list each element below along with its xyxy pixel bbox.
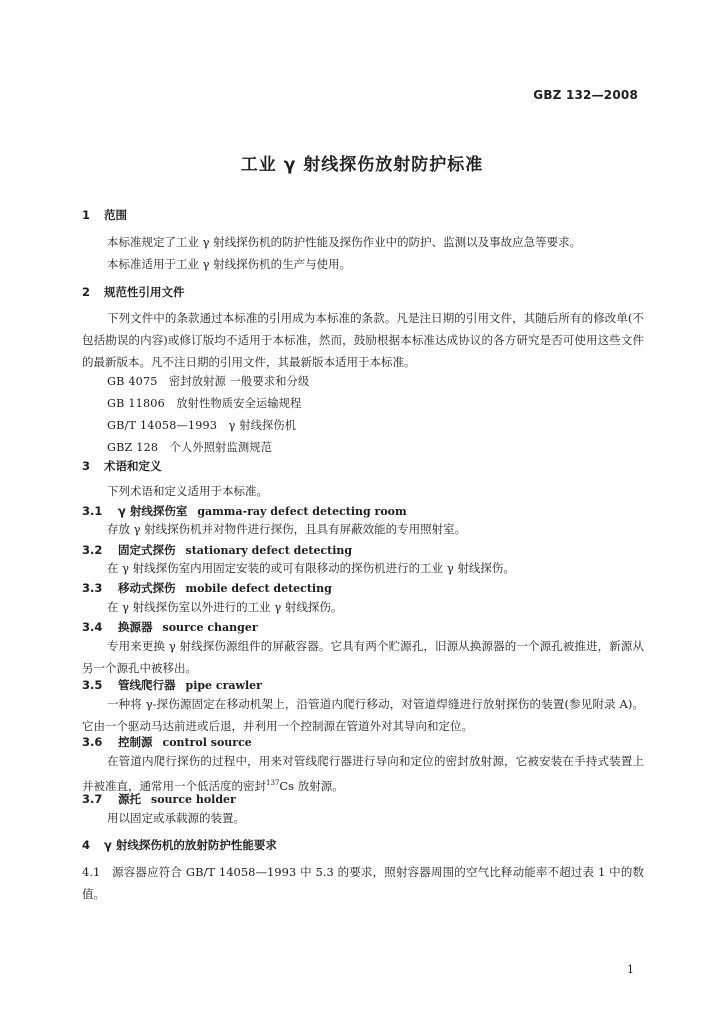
term-definition: 一种将 γ-探伤源固定在移动机架上，沿管道内爬行移动，对管道焊缝进行放射探伤的装置(参见附录 A)。它由一个驱动马达前进或后退，并利用一个控制源在管道外对其导向和定位。 [82, 697, 644, 733]
reference-item: GBZ 128 个人外照射监测规范 [107, 441, 273, 454]
section-2-heading [82, 284, 185, 300]
paragraph: 本标准适用于工业 γ 射线探伤机的生产与使用。 [107, 257, 352, 271]
reference-item: GB 11806 放射性物质安全运输规程 [107, 397, 302, 410]
section-1-heading [82, 207, 127, 223]
term-definition: 在 γ 射线探伤室内用固定安装的或可有限移动的探伤机进行的工业 γ 射线探伤。 [107, 561, 515, 575]
reference-item: GB/T 14058—1993 γ 射线探伤机 [107, 419, 297, 432]
section-title: 范围 [104, 208, 127, 222]
term-definition: 用以固定或承载源的装置。 [107, 811, 245, 825]
term-definition: 存放 γ 射线探伤机并对物件进行探伤，且具有屏蔽效能的专用照射室。 [107, 522, 467, 536]
term-definition: 在 γ 射线探伤室以外进行的工业 γ 射线探伤。 [107, 600, 343, 614]
reference-item: GB 4075 密封放射源 一般要求和分级 [107, 375, 310, 388]
page-number: 1 [627, 963, 634, 976]
term-heading: 3.3 移动式探伤 mobile defect detecting [82, 581, 332, 595]
paragraph: 本标准规定了工业 γ 射线探伤机的防护性能及探伤作业中的防护、监测以及事故应急等要求。 [107, 235, 582, 249]
paragraph: 下列文件中的条款通过本标准的引用成为本标准的条款。凡是注日期的引用文件，其随后所有的修改单(不包括勘误的内容)或修订版均不适用于本标准，然而，鼓励根据本标准达成协议的各方研究是否可使用这些文件的最新版本。凡不注日期的引用文件，其最新版本适用于本标准。 [82, 311, 644, 369]
term-heading: 3.7 源托 source holder [82, 792, 236, 806]
section-title: 规范性引用文件 [104, 285, 185, 299]
term-heading: 3.1 γ 射线探伤室 gamma-ray defect detecting room [82, 504, 407, 518]
section-3-heading [82, 458, 162, 474]
section-4-heading [82, 837, 277, 853]
section-title: 术语和定义 [104, 459, 162, 473]
section-number: 1 [82, 208, 91, 222]
section-number: 4 [82, 838, 91, 852]
term-heading: 3.6 控制源 control source [82, 735, 252, 749]
term-heading: 3.5 管线爬行器 pipe crawler [82, 678, 262, 692]
section-number: 2 [82, 285, 91, 299]
standard-code: GBZ 132—2008 [533, 88, 638, 102]
term-heading: 3.2 固定式探伤 stationary defect detecting [82, 543, 353, 557]
term-heading: 3.4 换源器 source changer [82, 620, 258, 634]
document-title: 工业 γ 射线探伤放射防护标准 [240, 155, 484, 175]
paragraph: 4.1 源容器应符合 GB/T 14058—1993 中 5.3 的要求，照射容器周围的空气比释动能率不超过表 1 中的数值。 [82, 865, 644, 901]
section-number: 3 [82, 459, 91, 473]
paragraph: 下列术语和定义适用于本标准。 [107, 484, 268, 498]
term-definition: 在管道内爬行探伤的过程中，用来对管线爬行器进行导向和定位的密封放射源，它被安装在手持式装置上并被准直，通常用一个低活度的密封$^{137}$Cs 放射源。 [82, 754, 644, 793]
term-definition: 专用来更换 γ 射线探伤源组件的屏蔽容器。它具有两个贮源孔，旧源从换源器的一个源孔被推进，新源从另一个源孔中被移出。 [82, 639, 644, 675]
section-title: γ 射线探伤机的放射防护性能要求 [104, 838, 277, 852]
